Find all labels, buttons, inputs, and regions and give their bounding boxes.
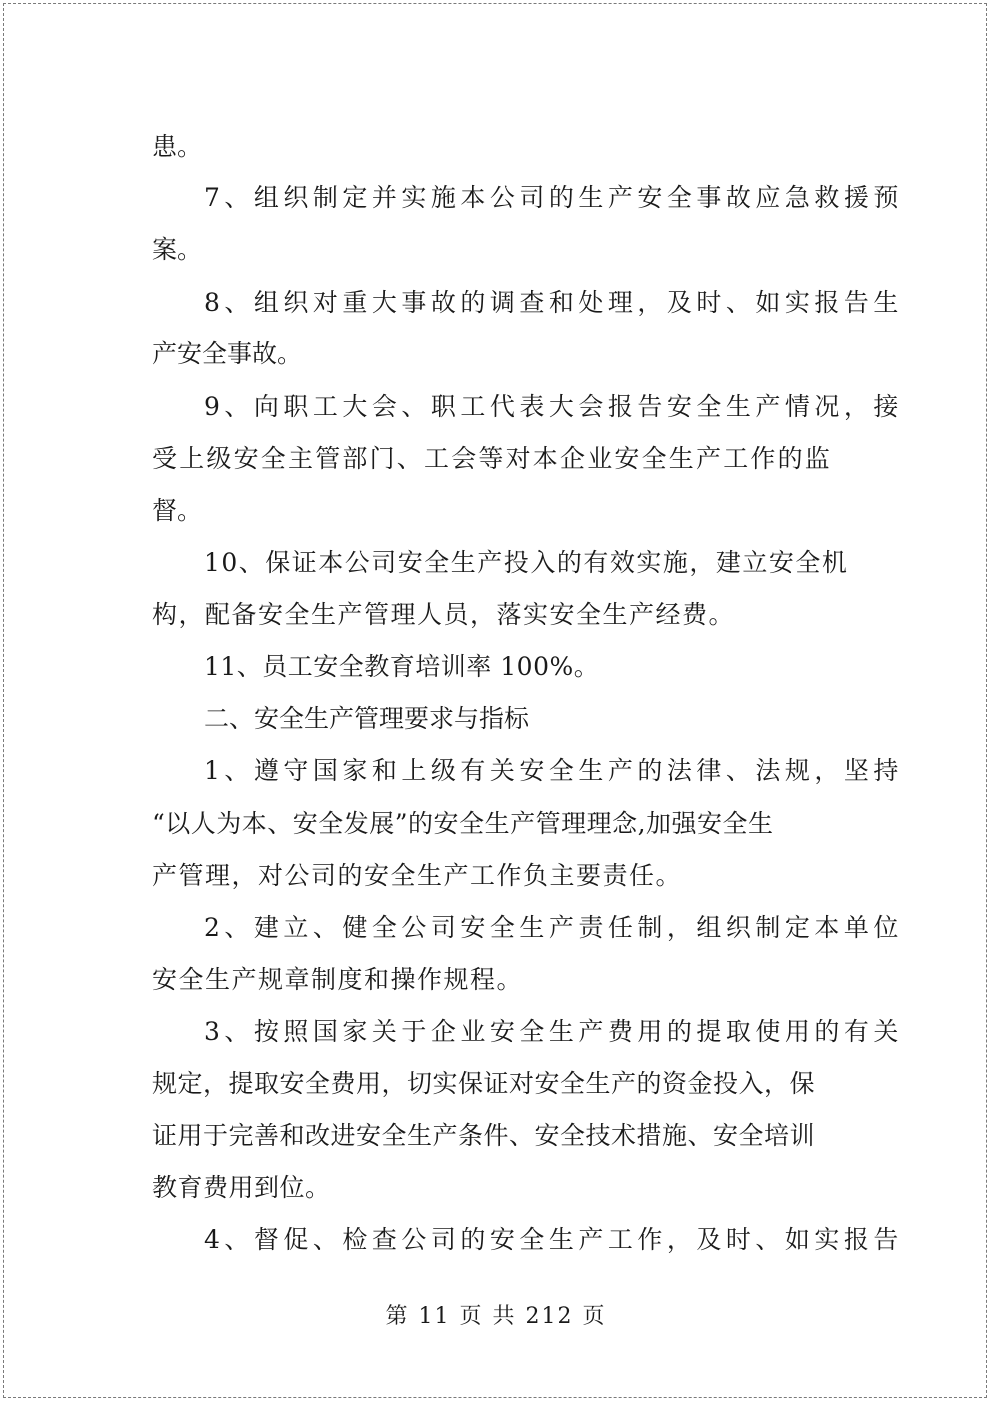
text-line: 10、保证本公司安全生产投入的有效实施，建立安全机: [204, 548, 849, 577]
text-line: 规定，提取安全费用，切实保证对安全生产的资金投入，保: [152, 1069, 816, 1098]
text-line: 教育费用到位。: [152, 1173, 331, 1202]
text-line: 督。: [152, 496, 203, 525]
text-line: 安全生产规章制度和操作规程。: [152, 965, 524, 994]
text-line: 产管理，对公司的安全生产工作负主要责任。: [152, 861, 683, 890]
text-line: 8、组织对重大事故的调查和处理，及时、如实报告生: [204, 288, 903, 317]
section-heading: 二、安全生产管理要求与指标: [204, 704, 530, 733]
text-line: 7、组织制定并实施本公司的生产安全事故应急救援预: [204, 183, 903, 212]
text-line: 2、建立、健全公司安全生产责任制，组织制定本单位: [204, 913, 903, 942]
text-line: 9、向职工大会、职工代表大会报告安全生产情况，接: [204, 392, 903, 421]
text-line: “以人为本、安全发展”的安全生产管理理念,加强安全生: [152, 809, 774, 838]
text-line: 3、按照国家关于企业安全生产费用的提取使用的有关: [204, 1017, 903, 1046]
text-line: 受上级安全主管部门、工会等对本企业安全生产工作的监: [152, 444, 833, 473]
text-line: 4、督促、检查公司的安全生产工作，及时、如实报告: [204, 1225, 903, 1254]
text-line: 11、员工安全教育培训率 100%。: [204, 652, 600, 681]
text-line: 1、遵守国家和上级有关安全生产的法律、法规，坚持: [204, 756, 903, 785]
text-line: 产安全事故。: [152, 339, 303, 368]
text-line: 患。: [152, 132, 203, 161]
text-line: 证用于完善和改进安全生产条件、安全技术措施、安全培训: [152, 1121, 816, 1150]
page-footer: 第 11 页 共 212 页: [385, 1304, 607, 1329]
text-line: 构，配备安全生产管理人员，落实安全生产经费。: [152, 600, 736, 629]
text-line: 案。: [152, 235, 203, 264]
